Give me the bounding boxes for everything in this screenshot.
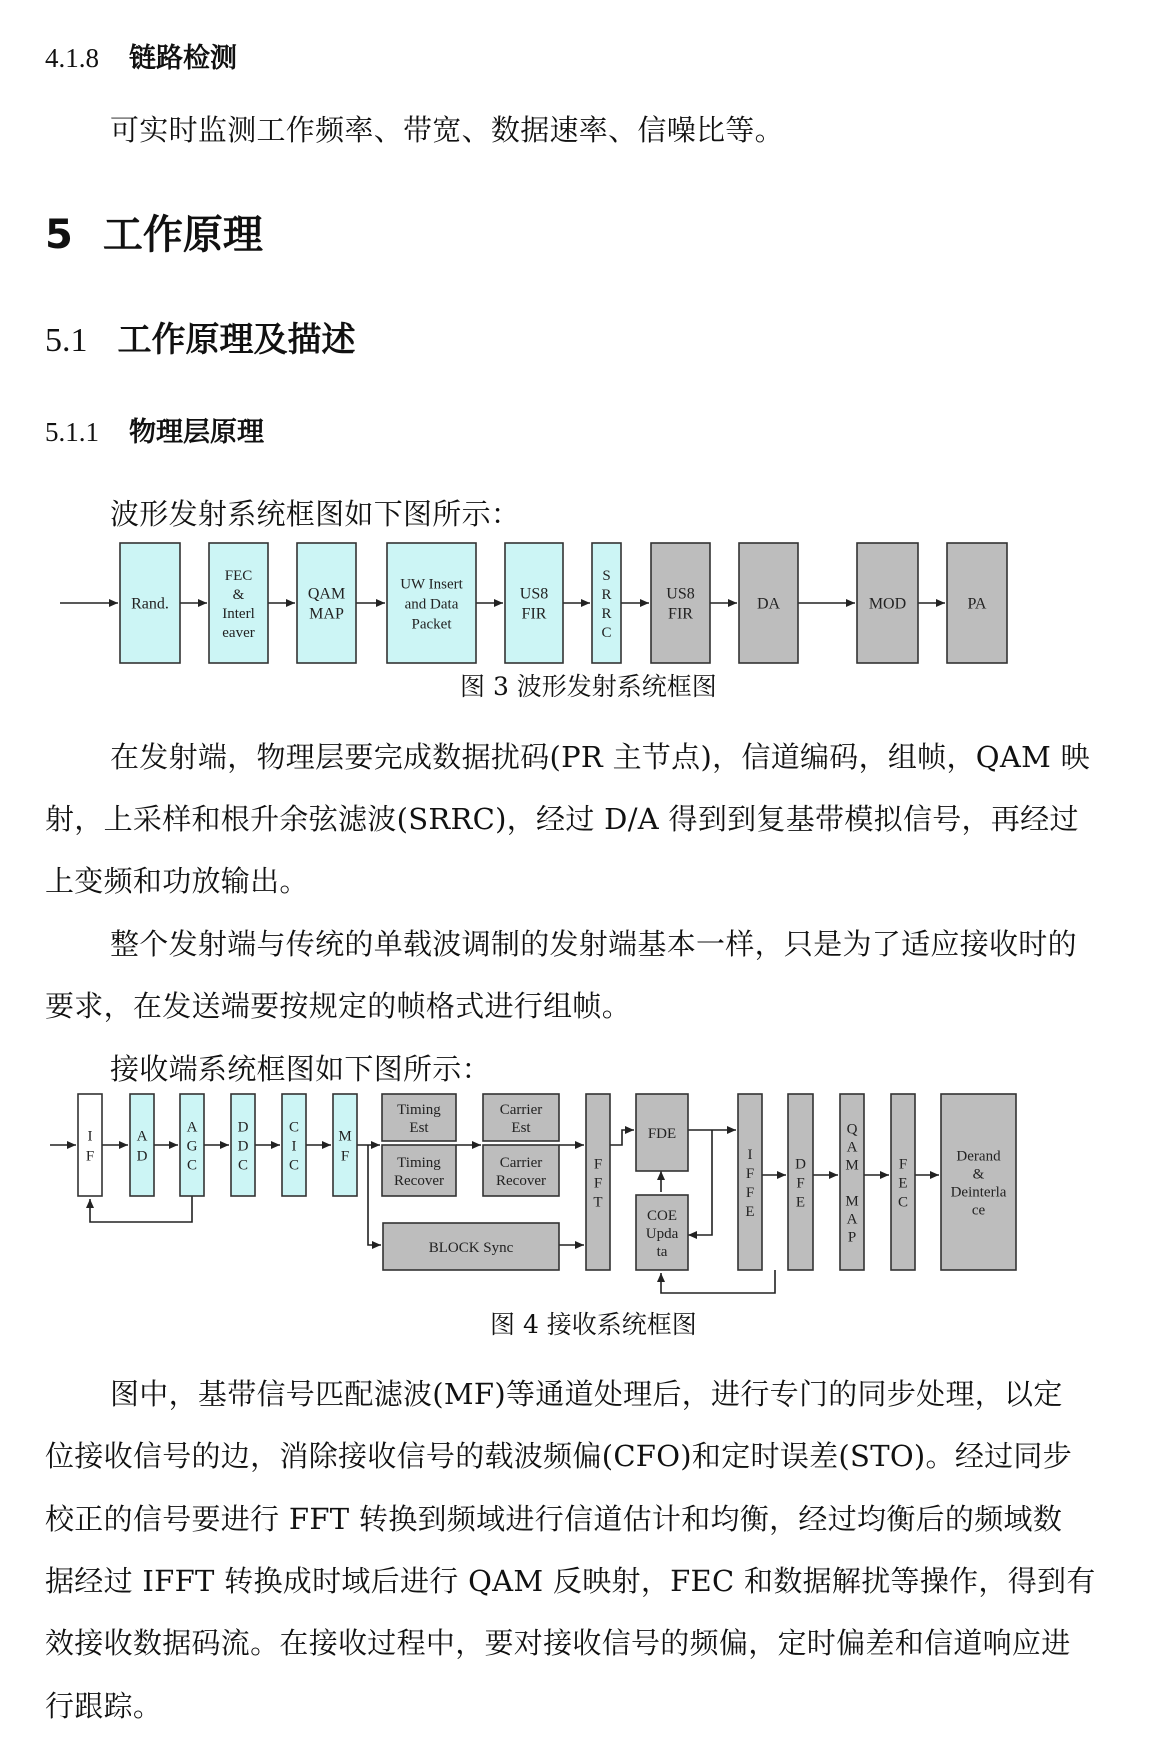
carrier-est-label: Carrier — [499, 1101, 543, 1118]
qam-map-rx-label: A — [846, 1211, 858, 1228]
timing-recover-block — [382, 1145, 456, 1196]
carrier-recover-label: Recover — [496, 1172, 546, 1189]
fec-rx-label: E — [898, 1175, 908, 1192]
carrier-est-label: Est — [511, 1119, 531, 1136]
us8-fir-label: FIR — [521, 605, 547, 623]
mf-label: F — [340, 1148, 350, 1165]
coe-update-label: ta — [656, 1243, 668, 1260]
fec-rx-label: F — [898, 1156, 908, 1173]
fec-rx-label: C — [897, 1194, 909, 1211]
srrc-box — [592, 543, 621, 663]
paragraph-rx-line-6: 行跟踪。 — [45, 1689, 163, 1723]
cic-label: C — [288, 1157, 300, 1174]
figure-3-caption: 图 3 波形发射系统框图 — [460, 672, 717, 701]
chapter-5-heading — [45, 203, 263, 260]
us8-fir-box — [505, 543, 563, 663]
cic-label: C — [288, 1119, 300, 1136]
derand-label: Derand — [956, 1148, 1001, 1165]
if-block — [78, 1094, 102, 1196]
ad-box — [130, 1094, 154, 1196]
paragraph-rx-line-3: 校正的信号要进行 FFT 转换到频域进行信道估计和均衡，经过均衡后的频域数 — [45, 1502, 1063, 1536]
paragraph-rx-intro: 接收端系统框图如下图所示： — [110, 1052, 491, 1086]
dfe-block — [788, 1094, 813, 1270]
agc-label: C — [186, 1157, 198, 1174]
pa-block — [947, 543, 1007, 663]
mf-label: M — [338, 1128, 352, 1145]
paragraph-rx-line-2: 位接收信号的边，消除接收信号的载波频偏(CFO)和定时误差(STO)。经过同步 — [45, 1439, 1073, 1473]
if-label: I — [87, 1128, 93, 1145]
da-label: DA — [756, 595, 781, 613]
dfe-label: E — [795, 1194, 806, 1211]
carrier-recover-label: Carrier — [499, 1154, 543, 1171]
section-number: 4.1.8 — [45, 43, 99, 73]
carrier-est-block — [483, 1094, 559, 1141]
block-sync-block — [383, 1223, 559, 1270]
agc-label: A — [186, 1119, 198, 1136]
rand-label: Rand. — [131, 595, 169, 613]
srrc-label: S — [602, 567, 611, 584]
paragraph-monitor: 可实时监测工作频率、带宽、数据速率、信噪比等。 — [110, 113, 784, 147]
us8-fir-2-box — [651, 543, 710, 663]
srrc-block — [592, 543, 621, 663]
paragraph-tx-line-1: 在发射端，物理层要完成数据扰码(PR 主节点)，信道编码，组帧，QAM 映 — [110, 740, 1090, 774]
paragraph-tx2-line-2: 要求，在发送端要按规定的帧格式进行组帧。 — [45, 989, 632, 1023]
fec-rx-block — [891, 1094, 915, 1270]
fec-interleaver-box — [209, 543, 268, 663]
fde-block — [636, 1094, 688, 1171]
mf-block — [333, 1094, 357, 1196]
ddc-label: D — [237, 1138, 249, 1155]
timing-est-label: Est — [409, 1119, 429, 1136]
derand-label: ce — [971, 1202, 986, 1219]
section-title: 链路检测 — [129, 43, 237, 74]
qam-map-rx-block — [840, 1094, 864, 1270]
coe-update-label: COE — [647, 1207, 677, 1224]
rand-block — [120, 543, 180, 663]
fec-interleaver-label: FEC — [224, 567, 253, 584]
paragraph-tx-line-2: 射，上采样和根升余弦滤波(SRRC)，经过 D/A 得到到复基带模拟信号，再经过 — [45, 802, 1079, 836]
ad-label: D — [136, 1148, 148, 1165]
fft-label: F — [593, 1156, 603, 1173]
qam-map-label: MAP — [309, 605, 344, 623]
paragraph-rx-line-4: 据经过 IFFT 转换成时域后进行 QAM 反映射，FEC 和数据解扰等操作，得到有 — [45, 1564, 1096, 1598]
qam-map-rx-label: P — [847, 1229, 857, 1246]
section-number: 5.1 — [45, 322, 88, 359]
carrier-recover-block — [483, 1145, 559, 1196]
qam-map-rx-label: M — [845, 1157, 859, 1174]
srrc-label: C — [601, 624, 612, 641]
timing-est-block — [382, 1094, 456, 1141]
pa-label: PA — [967, 595, 987, 613]
iffe-block — [738, 1094, 762, 1270]
rx-arrow — [610, 1130, 634, 1145]
rx-block-diagram — [0, 1090, 1172, 1300]
fec-interleaver-label: eaver — [222, 624, 255, 641]
fde-label: FDE — [647, 1125, 677, 1142]
figure-4-caption: 图 4 接收系统框图 — [490, 1310, 697, 1339]
timing-recover-label: Recover — [394, 1172, 444, 1189]
mod-label: MOD — [868, 595, 907, 613]
section-4-1-8-heading — [45, 36, 237, 75]
ddc-label: C — [237, 1157, 249, 1174]
da-block — [739, 543, 798, 663]
qam-map-rx-label: Q — [846, 1121, 858, 1138]
mod-block — [857, 543, 918, 663]
qam-map-block — [297, 543, 356, 663]
uw-insert-block — [387, 543, 476, 663]
fft-label: T — [593, 1194, 603, 1211]
iffe-label: I — [747, 1146, 753, 1163]
section-5-1-1-heading — [45, 410, 264, 449]
section-5-1-heading — [45, 312, 356, 361]
fft-block — [586, 1094, 610, 1270]
tx-block-diagram — [0, 535, 1172, 675]
dfe-label: D — [795, 1156, 806, 1173]
paragraph-tx-intro: 波形发射系统框图如下图所示： — [110, 497, 521, 531]
ad-block — [130, 1094, 154, 1196]
uw-insert-label: and Data — [404, 596, 459, 613]
qam-map-rx-label: M — [845, 1193, 859, 1210]
us8-fir-block — [505, 543, 563, 663]
iffe-label: F — [745, 1165, 755, 1182]
us8-fir-2-block — [651, 543, 710, 663]
paragraph-tx2-line-1: 整个发射端与传统的单载波调制的发射端基本一样，只是为了适应接收时的 — [110, 927, 1077, 961]
us8-fir-2-label: US8 — [666, 585, 695, 603]
fec-interleaver-block — [209, 543, 268, 663]
if-label: F — [85, 1148, 95, 1165]
fft-label: F — [593, 1175, 603, 1192]
iffe-box — [738, 1094, 762, 1270]
rx-feedback-arrow — [90, 1196, 192, 1222]
dfe-label: F — [796, 1175, 805, 1192]
srrc-label: R — [601, 605, 612, 622]
timing-recover-label: Timing — [397, 1154, 441, 1171]
paragraph-tx-line-3: 上变频和功放输出。 — [45, 864, 309, 898]
timing-est-label: Timing — [397, 1101, 441, 1118]
rx-feedback-arrow — [661, 1270, 775, 1293]
rx-arrow — [688, 1130, 712, 1235]
srrc-label: R — [601, 586, 612, 603]
block-sync-label: BLOCK Sync — [428, 1239, 514, 1256]
chapter-number: 5 — [45, 212, 73, 258]
derand-label: & — [972, 1166, 985, 1183]
section-title: 工作原理及描述 — [117, 320, 356, 360]
cic-label: I — [291, 1138, 297, 1155]
qam-map-box — [297, 543, 356, 663]
cic-block — [282, 1094, 306, 1196]
qam-map-label: QAM — [307, 585, 346, 603]
iffe-label: F — [745, 1184, 755, 1201]
chapter-title: 工作原理 — [102, 212, 263, 258]
agc-block — [180, 1094, 204, 1196]
us8-fir-2-label: FIR — [668, 605, 693, 623]
agc-label: G — [186, 1138, 198, 1155]
uw-insert-label: UW Insert — [400, 576, 463, 593]
ddc-label: D — [237, 1119, 249, 1136]
uw-insert-label: Packet — [411, 616, 452, 633]
section-number: 5.1.1 — [45, 417, 99, 447]
coe-update-block — [636, 1195, 688, 1270]
iffe-label: E — [745, 1203, 755, 1220]
coe-update-label: Upda — [645, 1225, 679, 1242]
qam-map-rx-label: A — [846, 1139, 858, 1156]
section-title: 物理层原理 — [129, 417, 264, 448]
paragraph-rx-line-5: 效接收数据码流。在接收过程中，要对接收信号的频偏，定时偏差和信道响应进 — [45, 1626, 1071, 1660]
rx-branch-arrow — [368, 1145, 381, 1245]
us8-fir-label: US8 — [519, 585, 549, 603]
derand-block — [941, 1094, 1016, 1270]
fec-interleaver-label: & — [232, 586, 245, 603]
paragraph-rx-line-1: 图中，基带信号匹配滤波(MF)等通道处理后，进行专门的同步处理，以定 — [110, 1377, 1063, 1411]
ad-label: A — [136, 1128, 148, 1145]
mf-box — [333, 1094, 357, 1196]
ddc-block — [231, 1094, 255, 1196]
if-box — [78, 1094, 102, 1196]
derand-label: Deinterla — [950, 1184, 1007, 1201]
fec-interleaver-label: Interl — [222, 605, 255, 622]
